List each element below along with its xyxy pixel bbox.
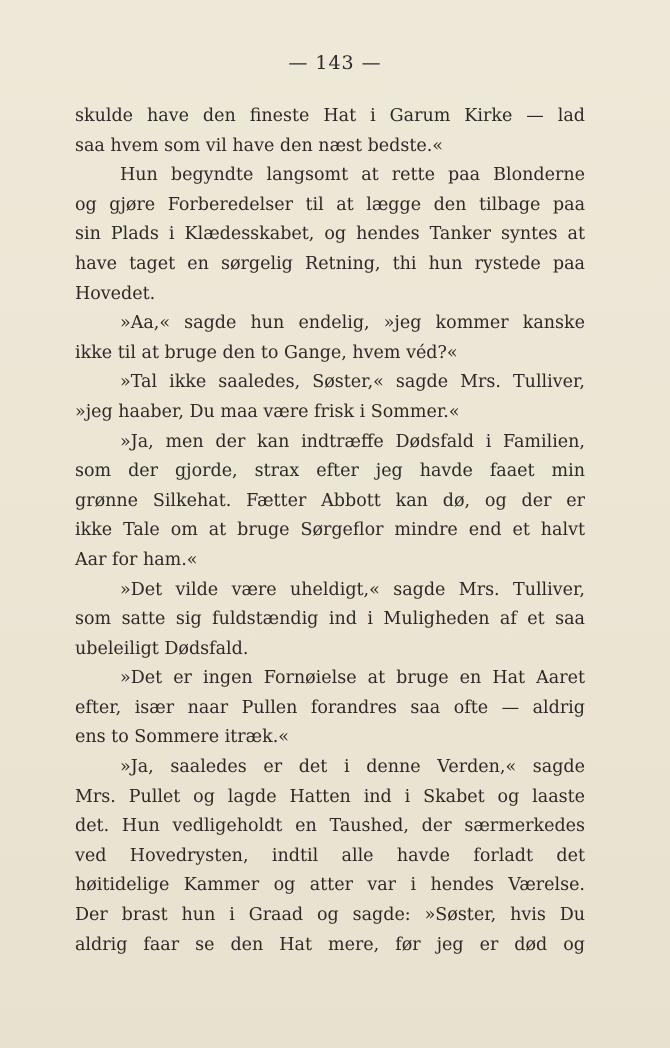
text-line: saa hvem som vil have den næst bedste.« <box>75 135 443 156</box>
text-line: ved Hovedrysten, indtil alle havde forladt det <box>75 845 585 866</box>
text-line: Aar for ham.« <box>75 549 198 570</box>
text-line: og gjøre Forberedelser til at lægge den tilbage paa <box>75 194 585 215</box>
text-line: som satte sig fuldstændig ind i Muligheden af et saa <box>75 609 585 630</box>
page-number: — 143 — <box>288 52 382 74</box>
text-line: ubeleiligt Dødsfald. <box>75 638 249 659</box>
text-line: efter, især naar Pullen forandres saa ofte — aldrig <box>75 697 585 718</box>
text-line: Mrs. Pullet og lagde Hatten ind i Skabet og laaste <box>75 786 585 807</box>
text-line: sin Plads i Klædesskabet, og hendes Tanker syntes at <box>75 224 585 245</box>
text-line: høitidelige Kammer og atter var i hendes Værelse. <box>75 875 585 896</box>
text-line: det. Hun vedligeholdt en Taushed, der særmerkedes <box>75 816 585 837</box>
text-line: ikke til at bruge den to Gange, hvem véd?« <box>75 342 458 363</box>
text-line: skulde have den fineste Hat i Garum Kirke — lad <box>75 106 585 126</box>
text-line: grønne Silkehat. Fætter Abbott kan dø, og der er <box>75 490 585 511</box>
text-line: »Det er ingen Fornøielse at bruge en Hat Aaret <box>120 668 585 689</box>
text-line: »Ja, men der kan indtræffe Dødsfald i Familien, <box>120 431 585 452</box>
text-line: Hovedet. <box>75 283 156 304</box>
text-line: »Det vilde være uheldigt,« sagde Mrs. Tulliver, <box>120 579 585 600</box>
text-line: Der brast hun i Graad og sagde: »Søster, hvis Du <box>75 905 585 926</box>
text-line: have taget en sørgelig Retning, thi hun rystede paa <box>75 253 585 274</box>
text-line: »jeg haaber, Du maa være frisk i Sommer.« <box>75 401 460 422</box>
text-line: som der gjorde, strax efter jeg havde faaet min <box>75 461 585 482</box>
text-line: aldrig faar se den Hat mere, før jeg er død og <box>75 934 585 955</box>
text-line: Hun begyndte langsomt at rette paa Blonderne <box>120 165 585 186</box>
text-line: »Ja, saaledes er det i denne Verden,« sagde <box>120 757 585 778</box>
text-line: ikke Tale om at bruge Sørgeflor mindre end et halvt <box>75 520 585 541</box>
text-line: »Aa,« sagde hun endelig, »jeg kommer kanske <box>120 313 585 334</box>
body-text <box>75 102 585 960</box>
text-line: »Tal ikke saaledes, Søster,« sagde Mrs. Tulliver, <box>120 372 585 393</box>
text-line: ens to Sommere itræk.« <box>75 727 289 748</box>
